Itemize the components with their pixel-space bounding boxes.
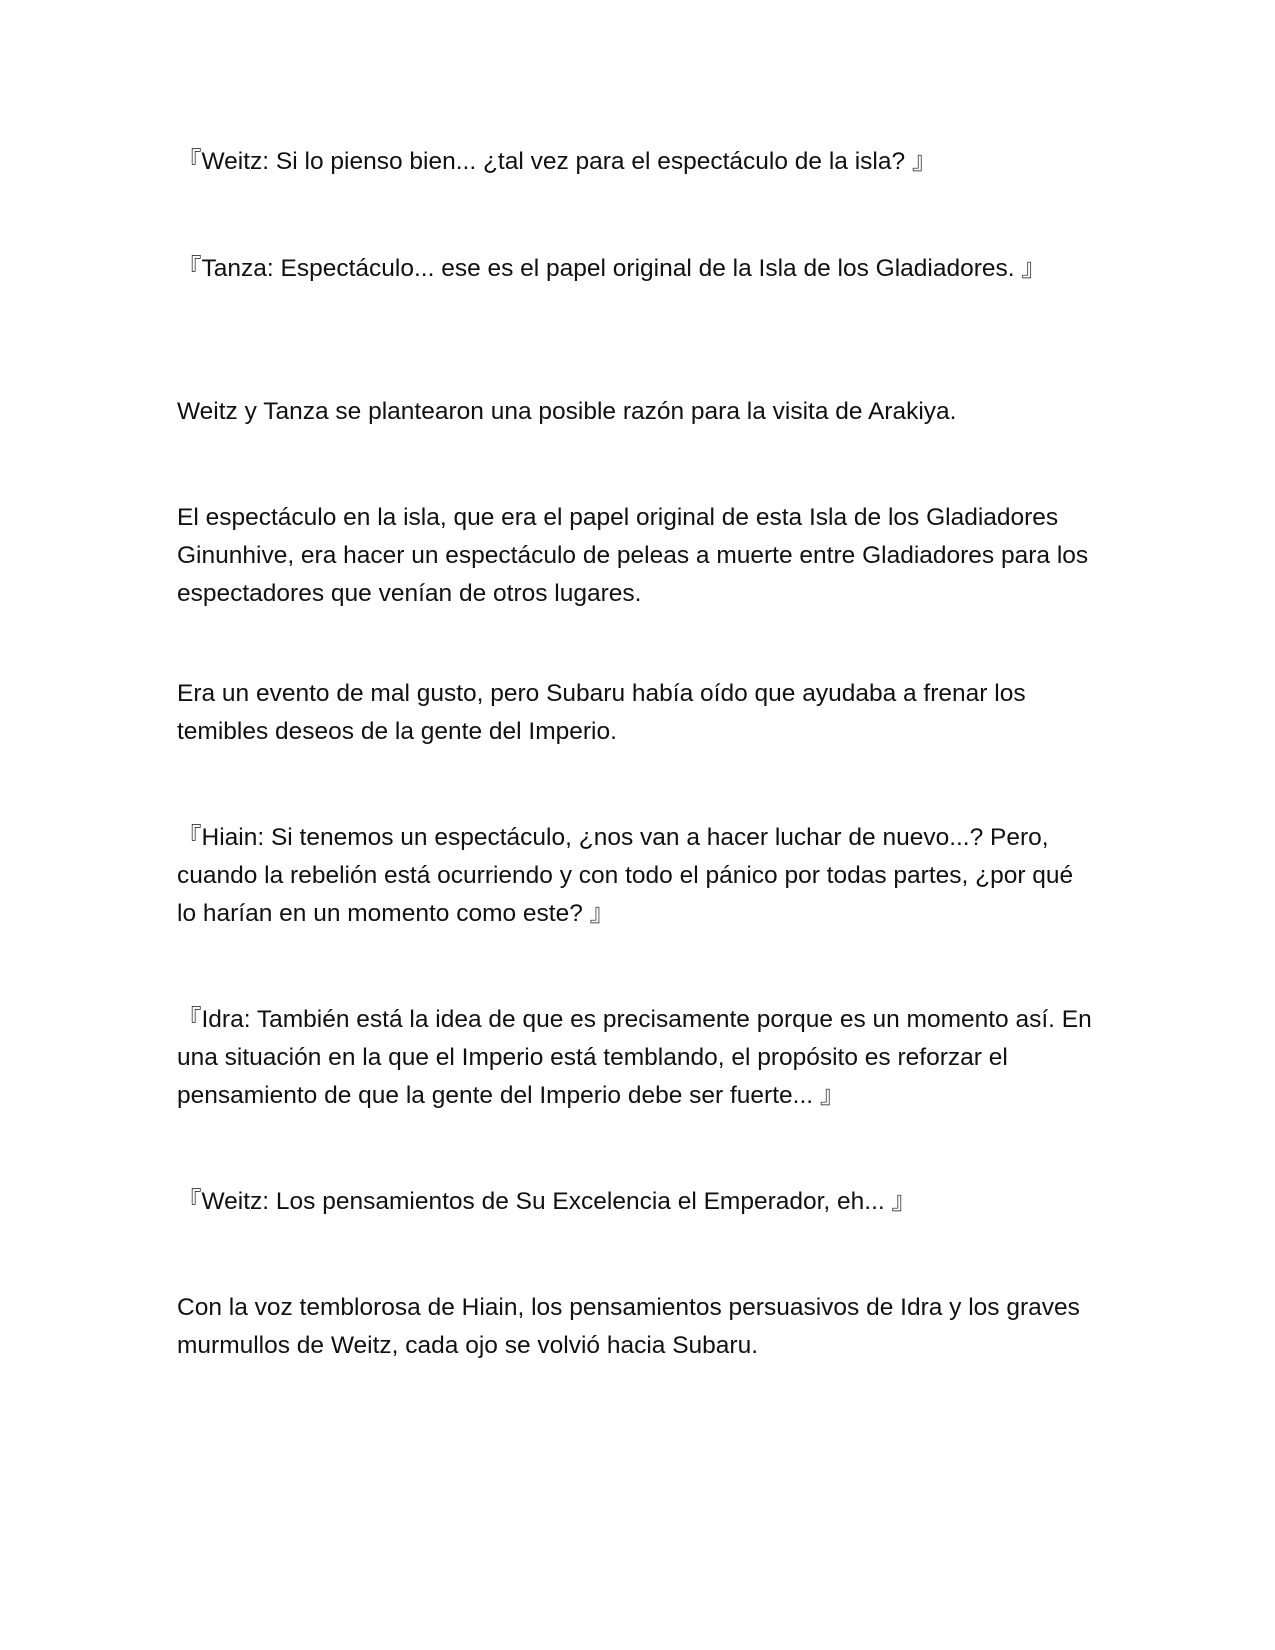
dialogue-weitz-1: 『Weitz: Si lo pienso bien... ¿tal vez para el espectáculo de la isla? 』 bbox=[177, 148, 937, 175]
narration-paragraph: Weitz y Tanza se plantearon una posible razón para la visita de Arakiya. bbox=[177, 398, 957, 425]
dialogue-weitz-2: 『Weitz: Los pensamientos de Su Excelencia el Emperador, eh... 』 bbox=[177, 1188, 917, 1215]
dialogue-tanza: 『Tanza: Espectáculo... ese es el papel original de la Isla de los Gladiadores. 』 bbox=[177, 255, 1046, 282]
narration-paragraph: El espectáculo en la isla, que era el papel original de esta Isla de los Gladiadores Ginunhive, era hacer un espectáculo de peleas a muerte entre Gladiadores para los espectadores que venían de otros lugares. bbox=[177, 504, 1089, 607]
dialogue-idra: 『Idra: También está la idea de que es precisamente porque es un momento así. En una situación en la que el Imperio está temblando, el propósito es reforzar el pensamiento de que la gente del Imperio debe ser fuerte... 』 bbox=[177, 1006, 1092, 1109]
narration-paragraph: Con la voz temblorosa de Hiain, los pensamientos persuasivos de Idra y los graves murmullos de Weitz, cada ojo se volvió hacia Subaru. bbox=[177, 1294, 1080, 1359]
dialogue-hiain: 『Hiain: Si tenemos un espectáculo, ¿nos van a hacer luchar de nuevo...? Pero, cuando la rebelión está ocurriendo y con todo el pánico por todas partes, ¿por qué lo harían en un momento como este? 』 bbox=[177, 824, 1074, 927]
narration-paragraph: Era un evento de mal gusto, pero Subaru había oído que ayudaba a frenar los temibles deseos de la gente del Imperio. bbox=[177, 680, 1026, 745]
